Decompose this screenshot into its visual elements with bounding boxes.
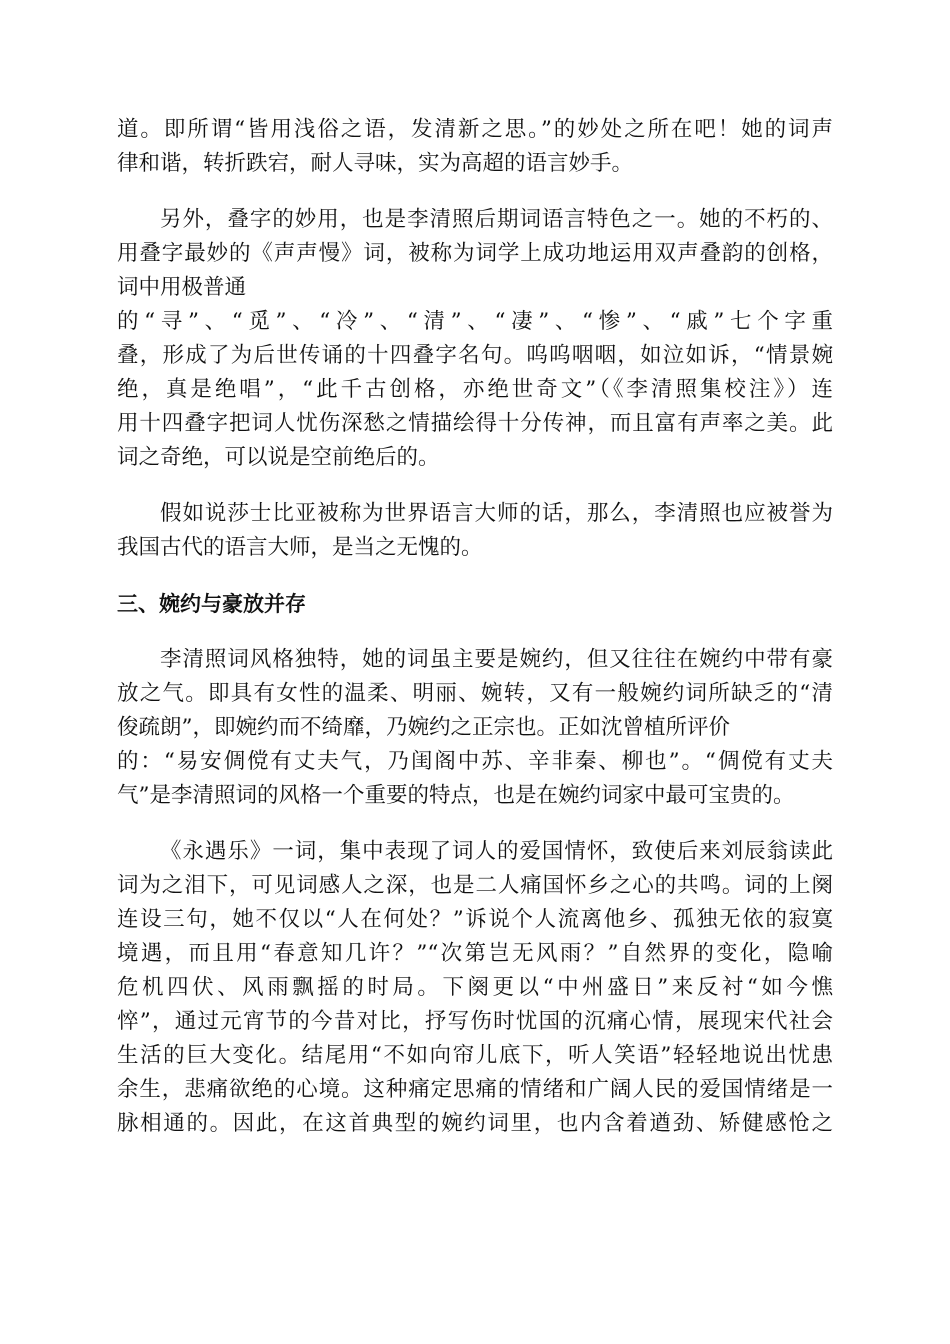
text-line: 律和谐，转折跌宕，耐人寻味，实为高超的语言妙手。 <box>117 151 634 176</box>
text-line: 的：“易安倜傥有丈夫气，乃闺阁中苏、辛非秦、柳也”。“倜傥有丈夫 <box>117 749 833 774</box>
paragraph-gap <box>117 621 833 643</box>
paragraph-language-master <box>117 497 833 565</box>
text-line: 绝，真是绝唱”，“此千古创格，亦绝世奇文”（《李清照集校注》）连 <box>117 377 833 402</box>
text-line: 境遇，而且用“春意知几许？”“次第岂无风雨？”自然界的变化，隐喻 <box>117 941 833 966</box>
text-line: 悴”，通过元宵节的今昔对比，抒写伤时忧国的沉痛心情，展现宋代社会 <box>117 1009 833 1034</box>
text-line: 的“寻”、“觅”、“冷”、“清”、“凄”、“惨”、“戚”七个字重 <box>117 309 833 334</box>
text-line: 连设三句，她不仅以“人在何处？”诉说个人流离他乡、孤独无依的寂寞 <box>117 907 833 932</box>
text-line: 假如说莎士比亚被称为世界语言大师的话，那么，李清照也应被誉为 <box>160 501 833 526</box>
text-line: 放之气。即具有女性的温柔、明丽、婉转，又有一般婉约词所缺乏的“清 <box>117 681 833 706</box>
paragraph-style-unique <box>117 643 833 813</box>
text-line: 生活的巨大变化。结尾用“不如向帘儿底下，听人笑语”轻轻地说出忧患 <box>117 1043 833 1068</box>
text-line: 我国古代的语言大师，是当之无愧的。 <box>117 535 483 560</box>
paragraph-gap <box>117 813 833 835</box>
paragraph-reduplication <box>117 203 833 475</box>
text-line: 道。即所谓“皆用浅俗之语，发清新之思。”的妙处之所在吧！她的词声 <box>117 117 833 142</box>
text-line: 用叠字最妙的《声声慢》词，被称为词学上成功地运用双声叠韵的创格， <box>117 241 833 266</box>
paragraph-sound-harmony <box>117 113 833 181</box>
text-line: 词为之泪下，可见词感人之深，也是二人痛国怀乡之心的共鸣。词的上阕 <box>117 873 833 898</box>
text-line: 叠，形成了为后世传诵的十四叠字名句。呜呜咽咽，如泣如诉，“情景婉 <box>117 343 833 368</box>
text-line: 危机四伏、风雨飘摇的时局。下阕更以“中州盛日”来反衬“如今憔 <box>117 975 833 1000</box>
text-line: 俊疏朗”，即婉约而不绮靡，乃婉约之正宗也。正如沈曾植所评价 <box>117 715 730 740</box>
section-heading: 三、婉约与豪放并存 <box>117 592 306 616</box>
text-line: 脉相通的。因此，在这首典型的婉约词里，也内含着遒劲、矫健感怆之 <box>117 1111 833 1136</box>
paragraph-gap <box>117 475 833 497</box>
paragraph-yongyule <box>117 835 833 1141</box>
text-line: 另外，叠字的妙用，也是李清照后期词语言特色之一。她的不朽的、 <box>160 207 833 232</box>
text-line: 词之奇绝，可以说是空前绝后的。 <box>117 445 440 470</box>
text-line: 用十四叠字把词人忧伤深愁之情描绘得十分传神，而且富有声率之美。此 <box>117 411 833 436</box>
text-line: 词中用极普通 <box>117 275 247 300</box>
paragraph-gap <box>117 181 833 203</box>
paragraph-gap <box>117 565 833 587</box>
text-line: 李清照词风格独特，她的词虽主要是婉约，但又往往在婉约中带有豪 <box>160 647 833 672</box>
text-line: 《永遇乐》一词，集中表现了词人的爱国情怀，致使后来刘辰翁读此 <box>160 839 833 864</box>
text-line: 气”是李清照词的风格一个重要的特点，也是在婉约词家中最可宝贵的。 <box>117 783 795 808</box>
document-page <box>117 113 833 1141</box>
text-line: 余生，悲痛欲绝的心境。这种痛定思痛的情绪和广阔人民的爱国情绪是一 <box>117 1077 833 1102</box>
